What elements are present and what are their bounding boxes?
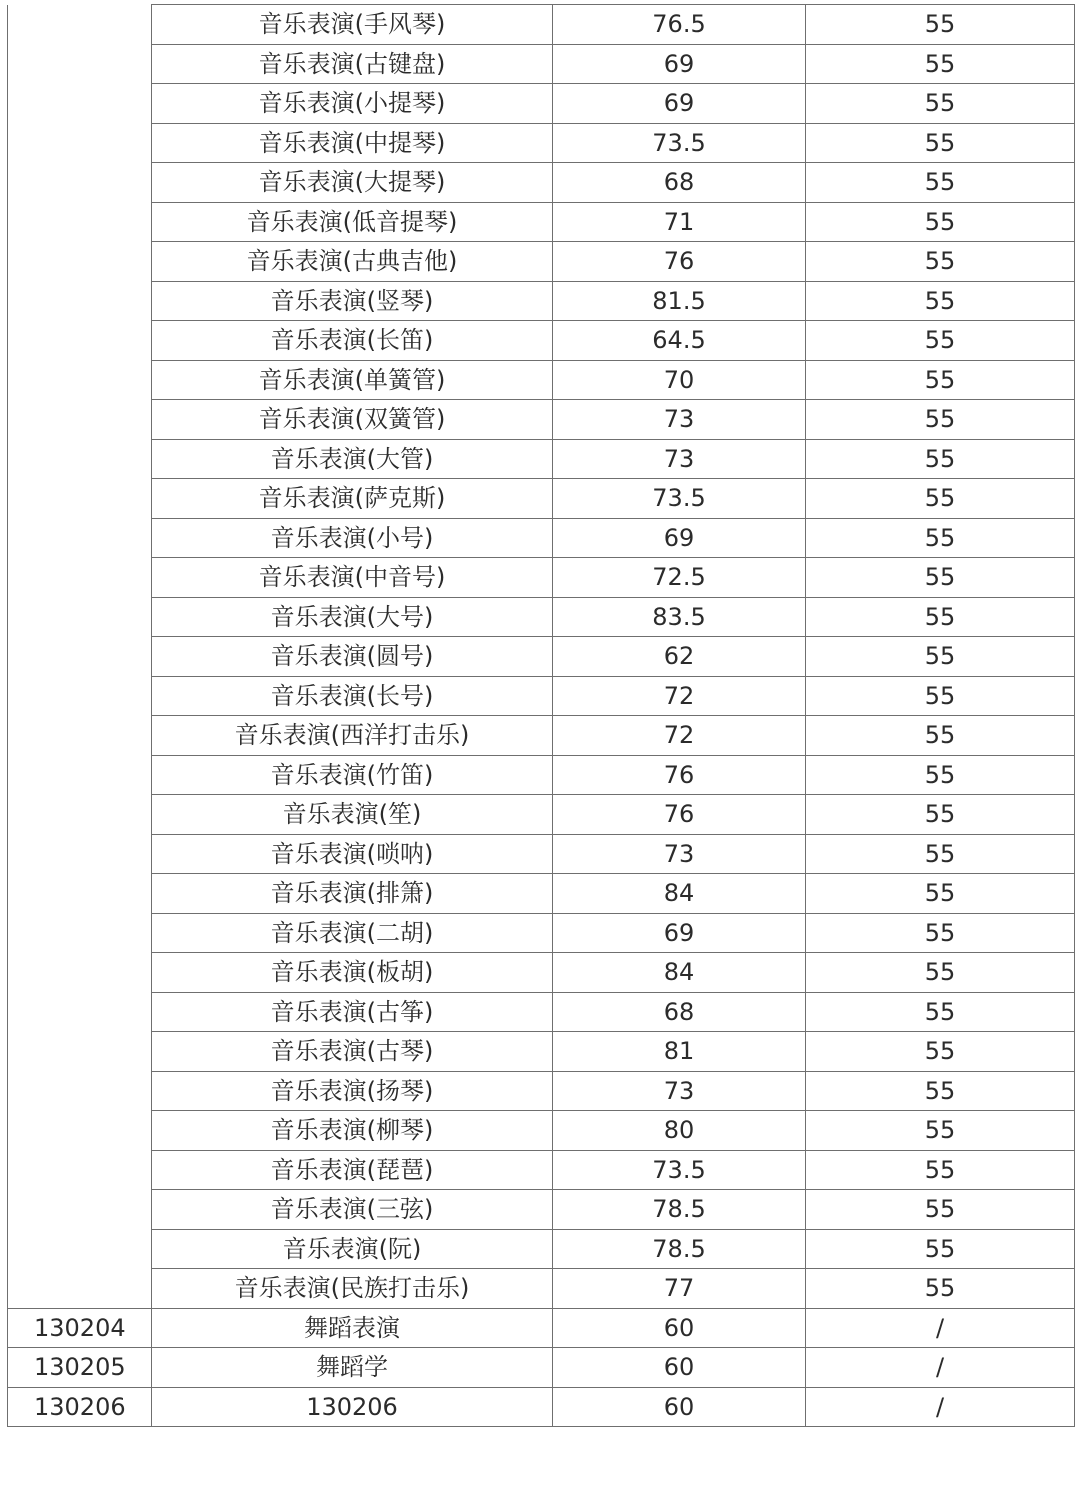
subject-line-cell: 55 xyxy=(806,755,1075,795)
major-name-cell: 音乐表演(低音提琴) xyxy=(152,202,553,242)
major-name-cell: 音乐表演(唢呐) xyxy=(152,834,553,874)
score-cell: 80 xyxy=(553,1111,806,1151)
major-name-cell: 音乐表演(扬琴) xyxy=(152,1071,553,1111)
score-cell: 76 xyxy=(553,795,806,835)
table-row xyxy=(8,834,1075,874)
major-name-cell: 音乐表演(双簧管) xyxy=(152,400,553,440)
table-row xyxy=(8,518,1075,558)
major-name-cell: 音乐表演(萨克斯) xyxy=(152,479,553,519)
major-name-cell: 音乐表演(琵琶) xyxy=(152,1150,553,1190)
major-name-cell: 舞蹈学 xyxy=(152,1348,553,1388)
score-cell: 77 xyxy=(553,1269,806,1309)
major-name-cell: 音乐表演(古典吉他) xyxy=(152,242,553,282)
score-cell: 64.5 xyxy=(553,321,806,361)
admission-score-table xyxy=(7,4,1075,1427)
subject-line-cell: 55 xyxy=(806,321,1075,361)
table-row xyxy=(8,202,1075,242)
score-cell: 69 xyxy=(553,44,806,84)
subject-line-cell: 55 xyxy=(806,558,1075,598)
major-code-cell: 130205 xyxy=(8,1348,152,1388)
subject-line-cell: 55 xyxy=(806,281,1075,321)
major-name-cell: 音乐表演(竖琴) xyxy=(152,281,553,321)
subject-line-cell: 55 xyxy=(806,1269,1075,1309)
table-row xyxy=(8,242,1075,282)
table-row xyxy=(8,874,1075,914)
table-row xyxy=(8,1150,1075,1190)
major-name-cell: 音乐表演(二胡) xyxy=(152,913,553,953)
score-cell: 72 xyxy=(553,716,806,756)
table-row xyxy=(8,1071,1075,1111)
score-cell: 68 xyxy=(553,992,806,1032)
subject-line-cell: 55 xyxy=(806,439,1075,479)
table-row xyxy=(8,439,1075,479)
table-row xyxy=(8,44,1075,84)
score-cell: 73 xyxy=(553,400,806,440)
major-code-cell: 130204 xyxy=(8,1308,152,1348)
subject-line-cell: 55 xyxy=(806,1071,1075,1111)
score-cell: 83.5 xyxy=(553,597,806,637)
subject-line-cell: 55 xyxy=(806,400,1075,440)
major-name-cell: 音乐表演(单簧管) xyxy=(152,360,553,400)
table-row xyxy=(8,1111,1075,1151)
major-name-cell: 音乐表演(古琴) xyxy=(152,1032,553,1072)
score-cell: 60 xyxy=(553,1308,806,1348)
table-row xyxy=(8,360,1075,400)
score-cell: 73.5 xyxy=(553,123,806,163)
score-cell: 71 xyxy=(553,202,806,242)
major-name-cell: 音乐表演(板胡) xyxy=(152,953,553,993)
table-row xyxy=(8,1032,1075,1072)
major-name-cell: 音乐表演(竹笛) xyxy=(152,755,553,795)
subject-line-cell: 55 xyxy=(806,913,1075,953)
major-name-cell: 音乐表演(排箫) xyxy=(152,874,553,914)
major-name-cell: 音乐表演(阮) xyxy=(152,1229,553,1269)
table-row xyxy=(8,992,1075,1032)
score-cell: 69 xyxy=(553,518,806,558)
score-cell: 60 xyxy=(553,1348,806,1388)
score-cell: 72 xyxy=(553,676,806,716)
major-name-cell: 音乐表演(西洋打击乐) xyxy=(152,716,553,756)
subject-line-cell: 55 xyxy=(806,637,1075,677)
subject-line-cell: 55 xyxy=(806,123,1075,163)
table-row xyxy=(8,676,1075,716)
subject-line-cell: / xyxy=(806,1308,1075,1348)
major-name-cell: 音乐表演(小提琴) xyxy=(152,84,553,124)
subject-line-cell: 55 xyxy=(806,953,1075,993)
score-cell: 69 xyxy=(553,84,806,124)
score-cell: 76 xyxy=(553,755,806,795)
score-cell: 73.5 xyxy=(553,1150,806,1190)
score-cell: 69 xyxy=(553,913,806,953)
table-row xyxy=(8,400,1075,440)
subject-line-cell: 55 xyxy=(806,1150,1075,1190)
subject-line-cell: 55 xyxy=(806,202,1075,242)
score-cell: 60 xyxy=(553,1387,806,1427)
table-row xyxy=(8,5,1075,45)
table-row xyxy=(8,123,1075,163)
table-row xyxy=(8,795,1075,835)
score-cell: 73 xyxy=(553,1071,806,1111)
subject-line-cell: 55 xyxy=(806,992,1075,1032)
major-name-cell: 音乐表演(大号) xyxy=(152,597,553,637)
subject-line-cell: 55 xyxy=(806,479,1075,519)
subject-line-cell: 55 xyxy=(806,1032,1075,1072)
major-name-cell: 音乐表演(长笛) xyxy=(152,321,553,361)
major-name-cell: 音乐表演(古筝) xyxy=(152,992,553,1032)
score-cell: 68 xyxy=(553,163,806,203)
score-cell: 78.5 xyxy=(553,1229,806,1269)
table-row xyxy=(8,558,1075,598)
score-cell: 76.5 xyxy=(553,5,806,45)
major-name-cell: 音乐表演(笙) xyxy=(152,795,553,835)
subject-line-cell: 55 xyxy=(806,1190,1075,1230)
table-row xyxy=(8,755,1075,795)
score-cell: 84 xyxy=(553,953,806,993)
subject-line-cell: 55 xyxy=(806,360,1075,400)
score-cell: 78.5 xyxy=(553,1190,806,1230)
score-cell: 76 xyxy=(553,242,806,282)
major-name-cell: 音乐表演(民族打击乐) xyxy=(152,1269,553,1309)
table-row xyxy=(8,1269,1075,1309)
subject-line-cell: 55 xyxy=(806,84,1075,124)
table-row xyxy=(8,479,1075,519)
major-name-cell: 音乐表演(柳琴) xyxy=(152,1111,553,1151)
subject-line-cell: 55 xyxy=(806,518,1075,558)
major-name-cell: 音乐表演(三弦) xyxy=(152,1190,553,1230)
major-name-cell: 舞蹈表演 xyxy=(152,1308,553,1348)
subject-line-cell: 55 xyxy=(806,874,1075,914)
subject-line-cell: 55 xyxy=(806,795,1075,835)
table-row xyxy=(8,1229,1075,1269)
table-row xyxy=(8,1190,1075,1230)
subject-line-cell: 55 xyxy=(806,676,1075,716)
subject-line-cell: 55 xyxy=(806,834,1075,874)
subject-line-cell: 55 xyxy=(806,163,1075,203)
subject-line-cell: / xyxy=(806,1348,1075,1388)
table-row xyxy=(8,1308,1075,1348)
subject-line-cell: 55 xyxy=(806,716,1075,756)
subject-line-cell: 55 xyxy=(806,44,1075,84)
score-cell: 73.5 xyxy=(553,479,806,519)
subject-line-cell: 55 xyxy=(806,242,1075,282)
major-name-cell: 音乐表演(手风琴) xyxy=(152,5,553,45)
major-name-cell: 音乐表演(大提琴) xyxy=(152,163,553,203)
score-cell: 62 xyxy=(553,637,806,677)
subject-line-cell: 55 xyxy=(806,5,1075,45)
major-code-cell: 130206 xyxy=(8,1387,152,1427)
table-row xyxy=(8,281,1075,321)
subject-line-cell: 55 xyxy=(806,1111,1075,1151)
table-row xyxy=(8,716,1075,756)
score-cell: 73 xyxy=(553,834,806,874)
subject-line-cell: 55 xyxy=(806,597,1075,637)
score-cell: 73 xyxy=(553,439,806,479)
major-name-cell: 音乐表演(圆号) xyxy=(152,637,553,677)
score-cell: 70 xyxy=(553,360,806,400)
table-body xyxy=(8,5,1075,1427)
major-name-cell: 音乐表演(长号) xyxy=(152,676,553,716)
table-row xyxy=(8,1387,1075,1427)
major-name-cell: 音乐表演(中提琴) xyxy=(152,123,553,163)
major-name-cell: 音乐表演(中音号) xyxy=(152,558,553,598)
major-name-cell: 130206 xyxy=(152,1387,553,1427)
table-row xyxy=(8,637,1075,677)
table-row xyxy=(8,84,1075,124)
subject-line-cell: 55 xyxy=(806,1229,1075,1269)
score-cell: 72.5 xyxy=(553,558,806,598)
table-row xyxy=(8,953,1075,993)
subject-line-cell: / xyxy=(806,1387,1075,1427)
major-name-cell: 音乐表演(古键盘) xyxy=(152,44,553,84)
score-cell: 81 xyxy=(553,1032,806,1072)
table-row xyxy=(8,321,1075,361)
score-cell: 81.5 xyxy=(553,281,806,321)
major-code-merged-cell xyxy=(8,5,152,1309)
major-name-cell: 音乐表演(小号) xyxy=(152,518,553,558)
table-row xyxy=(8,597,1075,637)
score-cell: 84 xyxy=(553,874,806,914)
table-row xyxy=(8,1348,1075,1388)
major-name-cell: 音乐表演(大管) xyxy=(152,439,553,479)
table-row xyxy=(8,163,1075,203)
table-row xyxy=(8,913,1075,953)
